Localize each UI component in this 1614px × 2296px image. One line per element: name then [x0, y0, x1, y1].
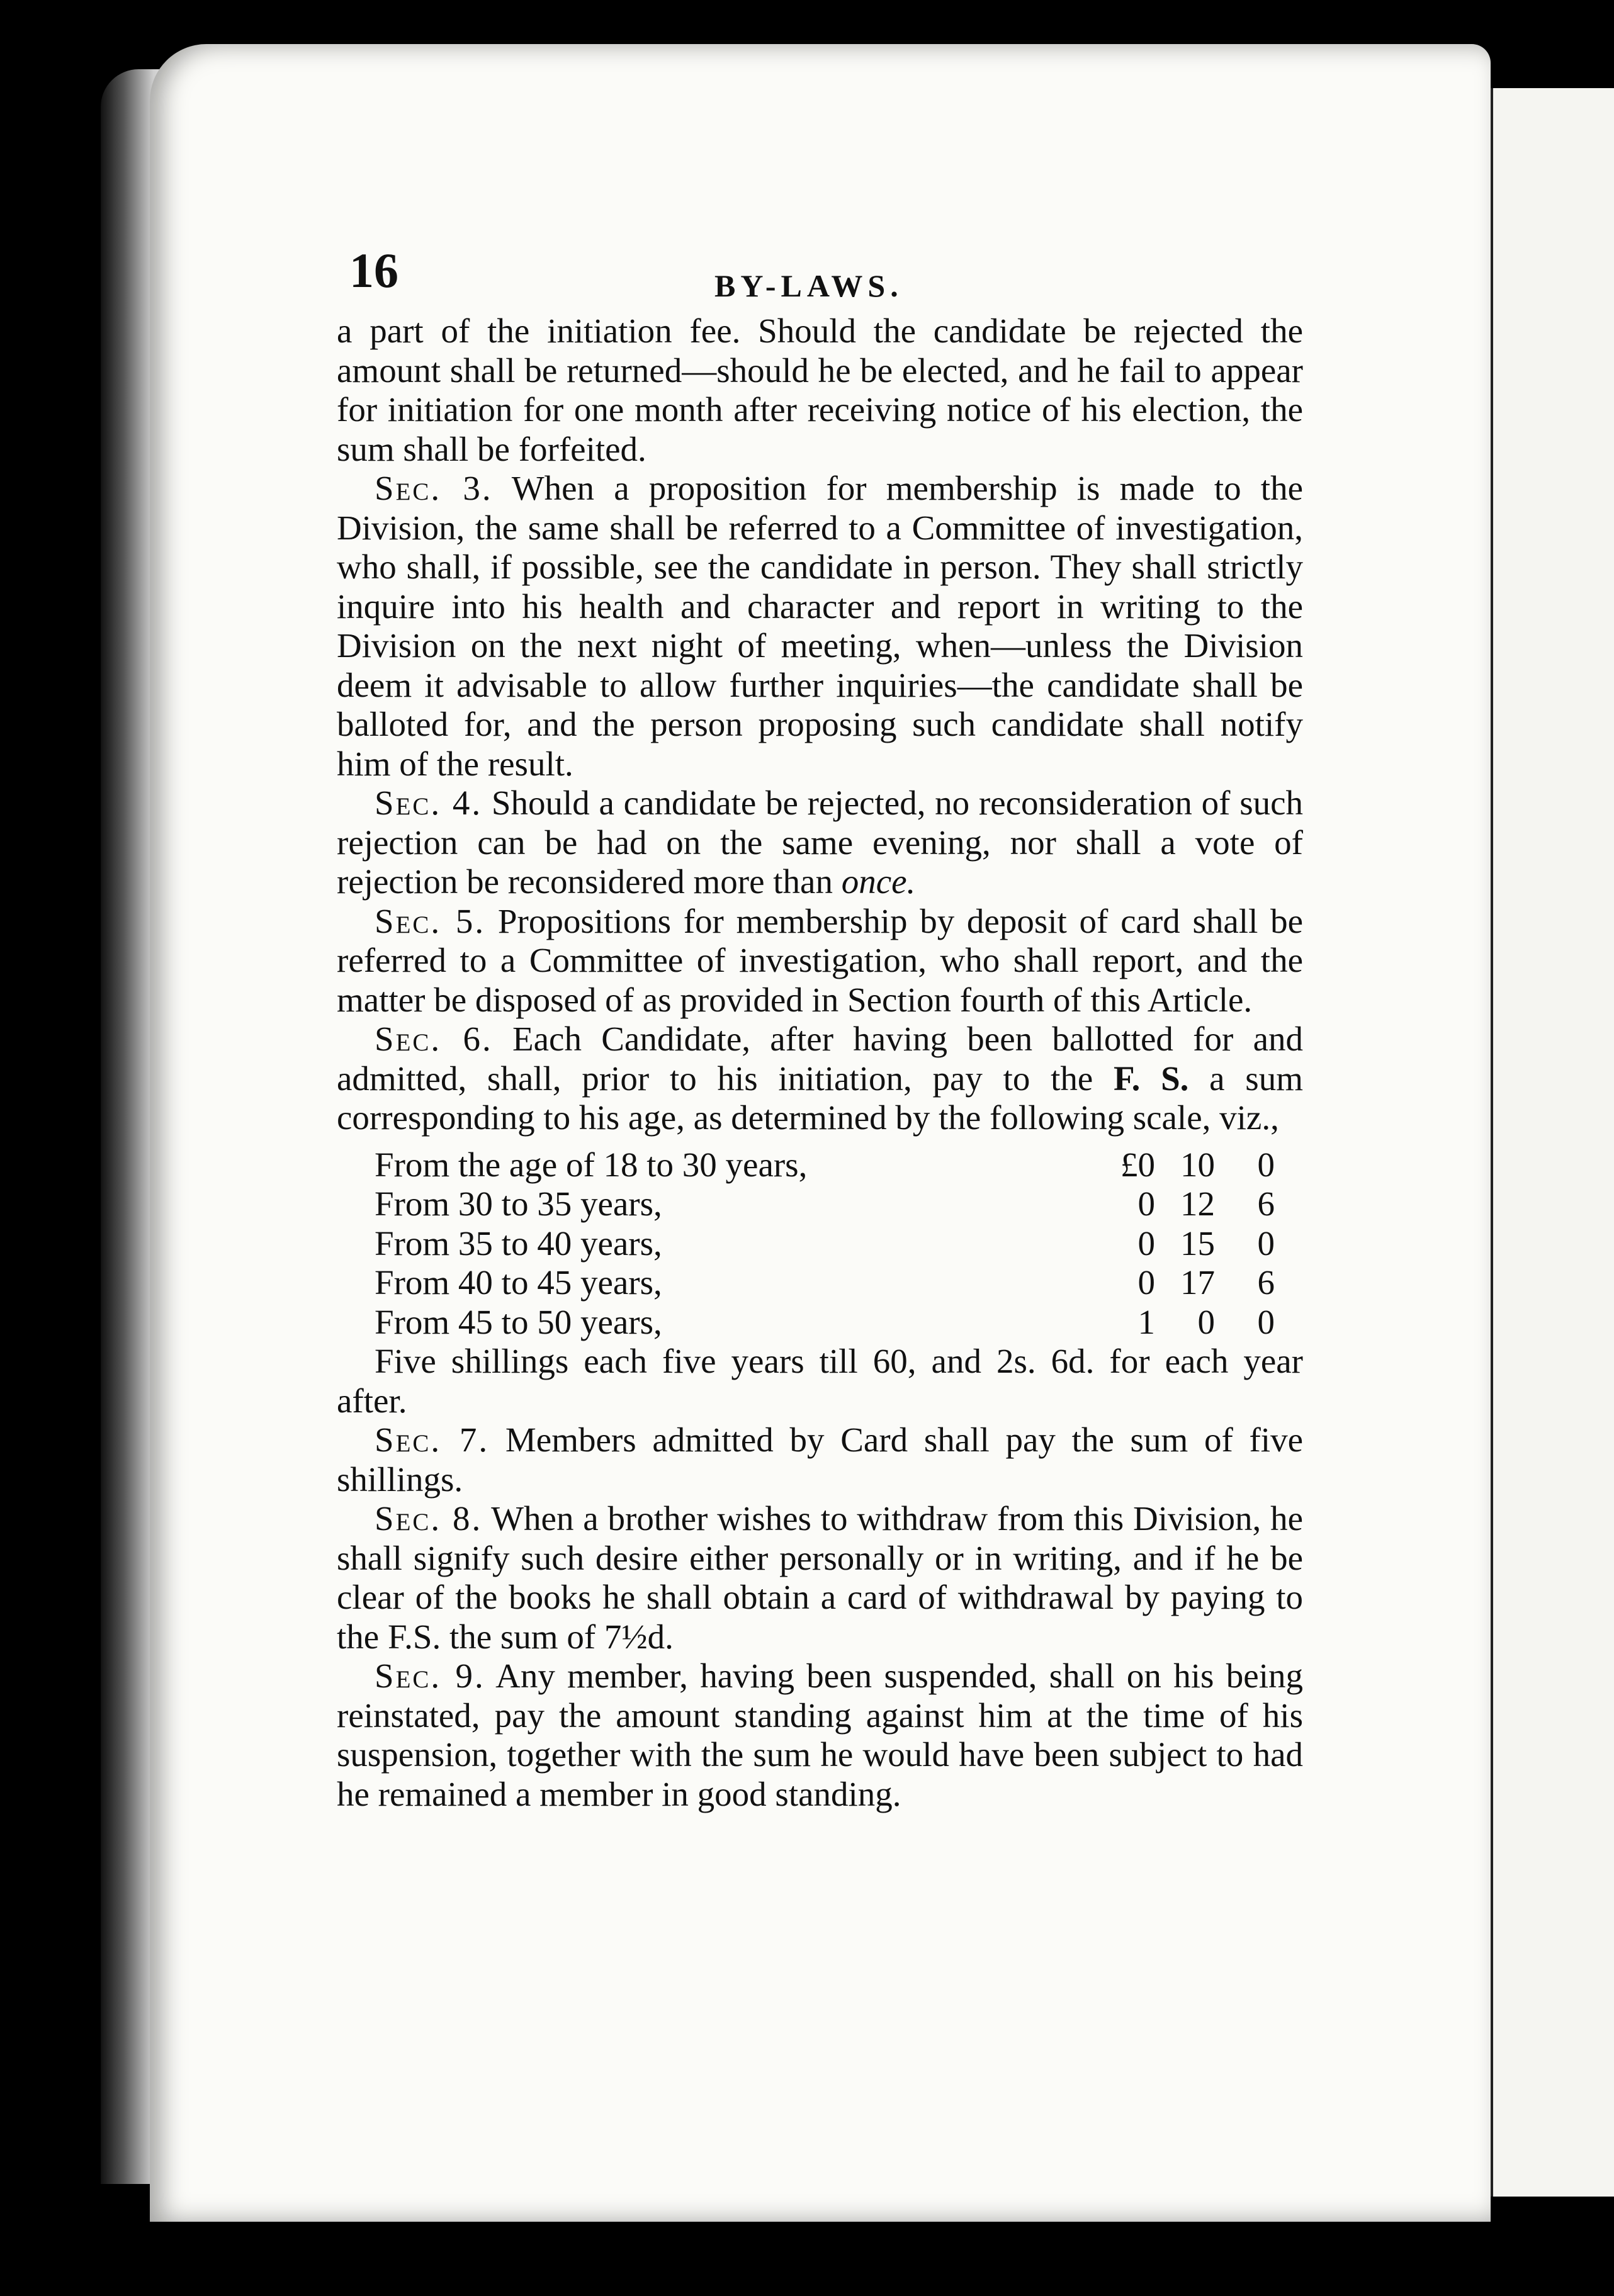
fee-range: From the age of 18 to 30 years,	[375, 1145, 808, 1184]
section-label: Sec. 4.	[375, 784, 483, 822]
fs-abbrev: F. S.	[1114, 1059, 1189, 1098]
section-label: Sec. 9.	[375, 1657, 485, 1695]
section-3	[337, 469, 1303, 784]
fee-pence: 6	[1257, 1263, 1275, 1302]
fee-range: From 45 to 50 years,	[375, 1302, 662, 1341]
section-label: Sec. 6.	[375, 1020, 493, 1058]
section-5	[337, 902, 1303, 1020]
section-text: Any member, having been suspended, shall on his being reinstated, pay the amount standing against him at the time of his suspension, together with the sum he would have been subject to had he remained a member in good standing.	[337, 1657, 1303, 1813]
fee-shillings: 15	[1180, 1224, 1215, 1263]
fee-range: From 30 to 35 years,	[375, 1185, 662, 1223]
fee-pence: 6	[1257, 1185, 1275, 1223]
fee-shillings: 0	[1197, 1302, 1215, 1341]
fee-row	[375, 1263, 1275, 1303]
section-label: Sec. 7.	[375, 1421, 490, 1459]
fee-shillings: 12	[1180, 1185, 1215, 1223]
section-text: Propositions for membership by deposit of card shall be referred to a Committee of investigation, who shall report, and the matter be disposed of as provided in Section fourth of this Article.	[337, 901, 1303, 1019]
fee-shillings: 17	[1180, 1263, 1215, 1302]
fee-pounds: 1	[1137, 1302, 1155, 1341]
fee-pence: 0	[1257, 1302, 1275, 1341]
fee-pence: 0	[1257, 1224, 1275, 1263]
fee-pence: 0	[1257, 1145, 1275, 1184]
scale-note: Five shillings each five years till 60, and 2s. 6d. for each year after.	[337, 1342, 1303, 1420]
fee-range: From 35 to 40 years,	[375, 1224, 662, 1263]
running-head: BY-LAWS.	[714, 268, 903, 303]
fee-pounds: £0	[1120, 1145, 1155, 1184]
fee-pounds: 0	[1137, 1185, 1155, 1223]
section-8	[337, 1499, 1303, 1657]
section-9	[337, 1657, 1303, 1814]
section-label: Sec. 3.	[375, 469, 493, 507]
section-7	[337, 1421, 1303, 1499]
page-text	[337, 242, 1303, 1814]
facing-page-edge	[1491, 88, 1614, 2197]
page-header	[337, 242, 1303, 312]
paragraph-continuation: a part of the initiation fee. Should the candidate be rejected the amount shall be returned—should he be elected, and he fail to appear for initiation for one month after receiving notice of his election, the sum shall be forfeited.	[337, 312, 1303, 468]
section-text: When a brother wishes to withdraw from this Division, he shall signify such desire either personally or in writing, and if he be clear of the books he shall obtain a card of withdrawal by paying to the F.S. the sum of 7½d.	[337, 1499, 1303, 1656]
section-text-continued: a sum corresponding to his age, as determined by the following scale, viz.,	[337, 1059, 1303, 1137]
section-6	[337, 1020, 1303, 1138]
page-number: 16	[349, 243, 398, 298]
fee-range: From 40 to 45 years,	[375, 1263, 662, 1302]
fee-scale-table	[375, 1145, 1275, 1342]
section-label: Sec. 5.	[375, 901, 486, 940]
section-text: When a proposition for membership is made to the Division, the same shall be referred to a Committee of investigation, who shall, if possible, see the candidate in person. They shall strictly inquire into his health and character and report in writing to the Division on the next night of meeting, when—unless the Division deem it advisable to allow further inquiries—the candidate shall be balloted for, and the person proposing such candidate shall notify him of the result.	[337, 469, 1303, 783]
section-label: Sec. 8.	[375, 1499, 483, 1538]
section-text: Should a candidate be rejected, no reconsideration of such rejection can be had on the same evening, nor shall a vote of rejection be reconsidered more than	[337, 784, 1304, 901]
fee-shillings: 10	[1180, 1145, 1215, 1184]
fee-pounds: 0	[1137, 1263, 1155, 1302]
fee-row	[375, 1185, 1275, 1224]
fee-pounds: 0	[1137, 1224, 1155, 1263]
fee-row	[375, 1303, 1275, 1342]
section-4	[337, 784, 1303, 902]
section-text: Each Candidate, after having been ballotted for and admitted, shall, prior to his initiation, pay to the	[337, 1020, 1303, 1098]
section-text: Members admitted by Card shall pay the sum of five shillings.	[337, 1421, 1303, 1499]
fee-row	[375, 1145, 1275, 1185]
section-text-italic: once.	[841, 862, 916, 901]
fee-row	[375, 1224, 1275, 1264]
